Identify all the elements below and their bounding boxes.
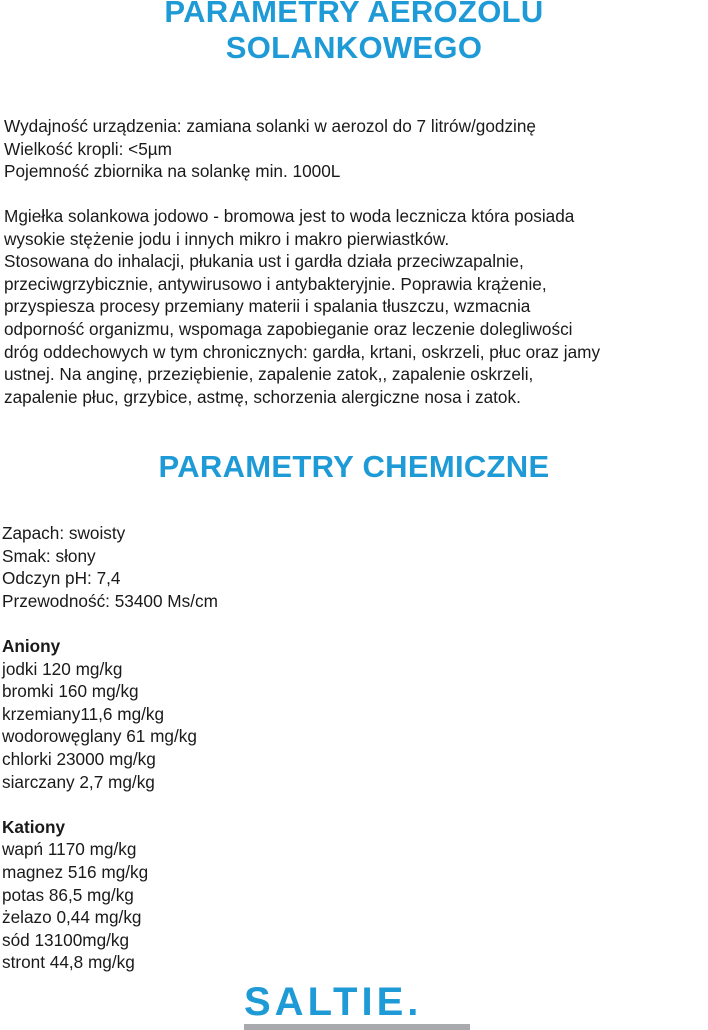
anion-item: siarczany 2,7 mg/kg: [2, 771, 155, 792]
description-paragraph: [4, 205, 600, 408]
anion-item: bromki 160 mg/kg: [2, 681, 139, 702]
description-line: przyspiesza procesy przemiany materii i spalania tłuszczu, wzmacnia: [4, 296, 531, 317]
cation-item: sód 13100mg/kg: [2, 929, 130, 950]
chemical-parameters: [2, 522, 218, 974]
spec-line: Wielkość kropli: <5µm: [4, 138, 172, 159]
description-line: Mgiełka solankowa jodowo - bromowa jest to woda lecznicza która posiada: [4, 206, 575, 226]
cation-item: potas 86,5 mg/kg: [2, 884, 134, 905]
page-title: [0, 0, 708, 66]
anion-item: jodki 120 mg/kg: [2, 658, 123, 679]
device-specs: [4, 115, 536, 183]
description-line: zapalenie płuc, grzybice, astmę, schorzenia alergiczne nosa i zatok.: [4, 386, 521, 407]
saltie-logo: [244, 980, 470, 1030]
anion-item: krzemiany11,6 mg/kg: [2, 703, 165, 724]
property-line: Zapach: swoisty: [2, 523, 126, 543]
anions-heading: Aniony: [2, 635, 61, 656]
description-line: dróg oddechowych w tym chronicznych: gardła, krtani, oskrzeli, płuc oraz jamy: [4, 341, 601, 362]
cation-item: wapń 1170 mg/kg: [2, 839, 137, 860]
description-line: Stosowana do inhalacji, płukania ust i gardła działa przeciwzapalnie,: [4, 251, 524, 272]
chemical-parameters-title: PARAMETRY CHEMICZNE: [158, 449, 550, 484]
spec-line: Pojemność zbiornika na solankę min. 1000L: [4, 161, 341, 182]
anion-item: wodorowęglany 61 mg/kg: [2, 726, 197, 747]
page-title-line-2: SOLANKOWEGO: [225, 30, 483, 65]
logo-underline-bar: [244, 1024, 470, 1030]
description-line: ustnej. Na anginę, przeziębienie, zapalenie zatok,, zapalenie oskrzeli,: [4, 364, 534, 385]
cation-item: magnez 516 mg/kg: [2, 861, 149, 882]
cation-item: stront 44,8 mg/kg: [2, 952, 135, 973]
logo-wordmark: SALTIE.: [244, 980, 423, 1024]
property-line: Smak: słony: [2, 545, 96, 566]
property-line: Przewodność: 53400 Ms/cm: [2, 590, 218, 611]
property-line: Odczyn pH: 7,4: [2, 568, 121, 589]
page-title-line-1: PARAMETRY AEROZOLU: [164, 0, 544, 29]
description-line: odporność organizmu, wspomaga zapobieganie oraz leczenie dolegliwości: [4, 318, 573, 339]
spec-line: Wydajność urządzenia: zamiana solanki w aerozol do 7 litrów/godzinę: [4, 116, 536, 136]
cations-heading: Kationy: [2, 816, 66, 837]
cation-item: żelazo 0,44 mg/kg: [2, 907, 142, 928]
description-line: przeciwgrzybicznie, antywirusowo i antybakteryjnie. Poprawia krążenie,: [4, 273, 547, 294]
description-line: wysokie stężenie jodu i innych mikro i makro pierwiastków.: [4, 228, 450, 249]
anion-item: chlorki 23000 mg/kg: [2, 748, 156, 769]
